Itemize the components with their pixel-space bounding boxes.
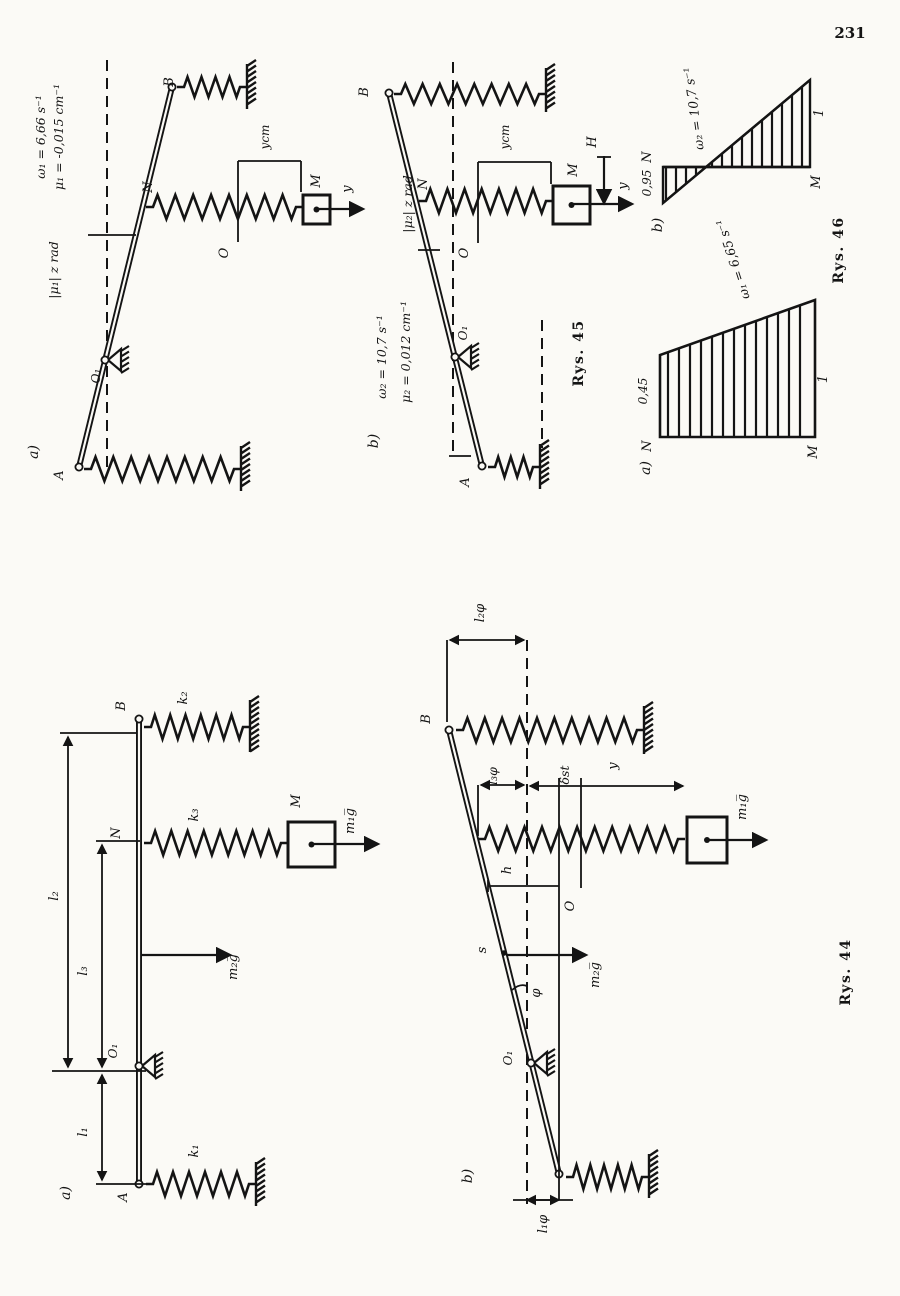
joint (478, 462, 485, 469)
rys44b (445, 640, 766, 1204)
diagram-geometry (52, 60, 815, 1206)
label-captions-rys46: Rys. 46 (831, 216, 847, 284)
label-rys45a-M: M (309, 174, 324, 188)
label-rys45b-omega: ω₂ = 10,7 s⁻¹ (374, 315, 389, 399)
point-s (501, 950, 507, 956)
label-rys44a-m2g: m₂g̅ (226, 954, 241, 980)
rys46a (660, 294, 815, 441)
label-rys45b-panel: b) (366, 433, 382, 449)
wall-hatch (241, 442, 250, 491)
joint (445, 726, 452, 733)
wall-hatch (644, 702, 653, 754)
wall-hatch (546, 64, 555, 112)
label-rys44a-N: N (109, 827, 124, 839)
label-rys44a-k2: k₂ (176, 691, 191, 705)
spring (146, 195, 303, 219)
label-rys44b-m2g: m₂g̅ (588, 962, 603, 988)
label-rys44b-O1: O₁ (501, 1050, 515, 1066)
label-rys45a-omega: ω₁ = 6,66 s⁻¹ (33, 95, 48, 179)
beam-core (79, 87, 172, 467)
label-rys44b-l3phi: l₃φ (485, 767, 500, 785)
spring (566, 1165, 649, 1189)
label-rys44b-m1g: m₁g̅ (735, 794, 750, 820)
wall-hatch (649, 1150, 658, 1198)
label-rys46a-N: N (640, 440, 655, 452)
rys45a (75, 60, 363, 491)
label-rys45b-B: B (357, 87, 372, 97)
label-rys44b-O: O (563, 900, 578, 912)
label-rys44a-k1: k₁ (187, 1144, 202, 1158)
label-rys45a-mu: μ₁ = -0,015 cm⁻¹ (51, 84, 66, 190)
label-rys46a-M: M (806, 445, 821, 459)
chart-outline (660, 300, 815, 437)
pivot-support (108, 346, 129, 373)
label-rys44a-M: M (289, 794, 304, 808)
label-rys44a-l1: l₁ (76, 1127, 91, 1137)
joint (135, 1062, 142, 1069)
label-rys46b-M: M (809, 175, 824, 189)
rys44a (52, 696, 378, 1206)
label-rys46a-omega: ω₁ = 6,65 s⁻¹ (712, 217, 753, 302)
label-rys45a-y: y (340, 185, 355, 193)
label-rys45a-O1: O₁ (89, 368, 103, 384)
label-rys44a-m1g: m₁g̅ (343, 808, 358, 834)
label-rys45a-panel: a) (26, 445, 42, 459)
label-rys46a-value_right: 1 (816, 374, 831, 384)
joint (75, 463, 82, 470)
label-captions-rys44: Rys. 44 (838, 938, 854, 1006)
label-rys44b-y: y (606, 762, 621, 770)
label-rys45a-N: N (141, 181, 156, 193)
joint (385, 89, 392, 96)
joint (101, 356, 108, 363)
label-rys46b-value_right: 1 (812, 108, 827, 118)
label-rys46b-value_left: 0,95 (640, 169, 654, 197)
label-rys46a-value_left: 0,45 (636, 377, 650, 405)
label-rys44a-O1: O₁ (106, 1043, 120, 1059)
label-rys45a-B: B (162, 77, 177, 87)
spring (146, 1172, 256, 1196)
label-rys44a-l3: l₃ (76, 966, 91, 976)
label-rys45b-mu: μ₂ = 0,012 cm⁻¹ (398, 301, 413, 403)
pivot-support (458, 343, 479, 370)
pivot-support (142, 1052, 163, 1079)
label-rys44b-B: B (419, 714, 434, 724)
label-rys44b-l1phi: l₁φ (536, 1214, 551, 1234)
label-rys44a-k3: k₃ (187, 808, 202, 822)
spring (456, 718, 644, 742)
chart-hatch (668, 294, 800, 441)
label-rys45b-O: O (457, 247, 472, 259)
label-captions-rys45: Rys. 45 (571, 319, 587, 387)
spring (394, 84, 546, 104)
label-rys46a-panel: a) (638, 461, 654, 475)
label-rys44b-h: h (500, 865, 515, 875)
label-rys46b-panel: b) (650, 217, 666, 233)
joint (527, 1059, 534, 1066)
label-rys45a-A: A (52, 470, 67, 480)
label-rys45b-y: y (616, 182, 631, 190)
pivot-support (534, 1049, 555, 1076)
spring (419, 189, 553, 213)
label-rys45b-ycm: ycm (498, 124, 512, 150)
wall-hatch (256, 1158, 265, 1206)
label-rys44a-panel: a) (58, 1186, 74, 1200)
label-rys45b-O1: O₁ (456, 325, 470, 341)
label-rys45b-M: M (566, 163, 581, 177)
label-rys46b-omega: ω₂ = 10,7 s⁻¹ (680, 66, 707, 151)
joint (135, 715, 142, 722)
joint (451, 353, 458, 360)
label-rys44b-dst: δst (557, 765, 572, 785)
label-rys44b-s: s (475, 946, 490, 954)
label-rys45b-H: H (585, 136, 600, 148)
diagram-labels (26, 24, 866, 1233)
label-rys46b-N: N (640, 151, 655, 163)
label-rys44b-l2phi: l₂φ (473, 603, 488, 623)
label-rys44b-panel: b) (460, 1168, 476, 1184)
chart-hatch (666, 163, 696, 207)
label-rys45b-N: N (416, 178, 431, 190)
wall-hatch (250, 696, 259, 752)
spring (144, 831, 288, 855)
label-rys45a-zrad: |μ₁| z rad (46, 241, 61, 299)
label-rys44a-A: A (116, 1192, 131, 1202)
label-rys44a-l2: l₂ (47, 891, 62, 901)
label-rys45a-ycm: ycm (258, 124, 272, 150)
spring (177, 77, 247, 97)
wall-hatch (247, 60, 256, 109)
label-rys45a-O: O (217, 247, 232, 259)
beam-core (389, 93, 482, 466)
spring (488, 457, 540, 477)
label-rys44a-B: B (114, 701, 129, 711)
label-rys44b-phi: φ (529, 988, 544, 998)
spring (144, 715, 250, 739)
label-page-number: 231 (834, 24, 866, 42)
label-rys45b-A: A (458, 477, 473, 487)
chart-hatch (702, 76, 802, 170)
label-rys45b-zrad: |μ₂| z rad (400, 175, 415, 233)
